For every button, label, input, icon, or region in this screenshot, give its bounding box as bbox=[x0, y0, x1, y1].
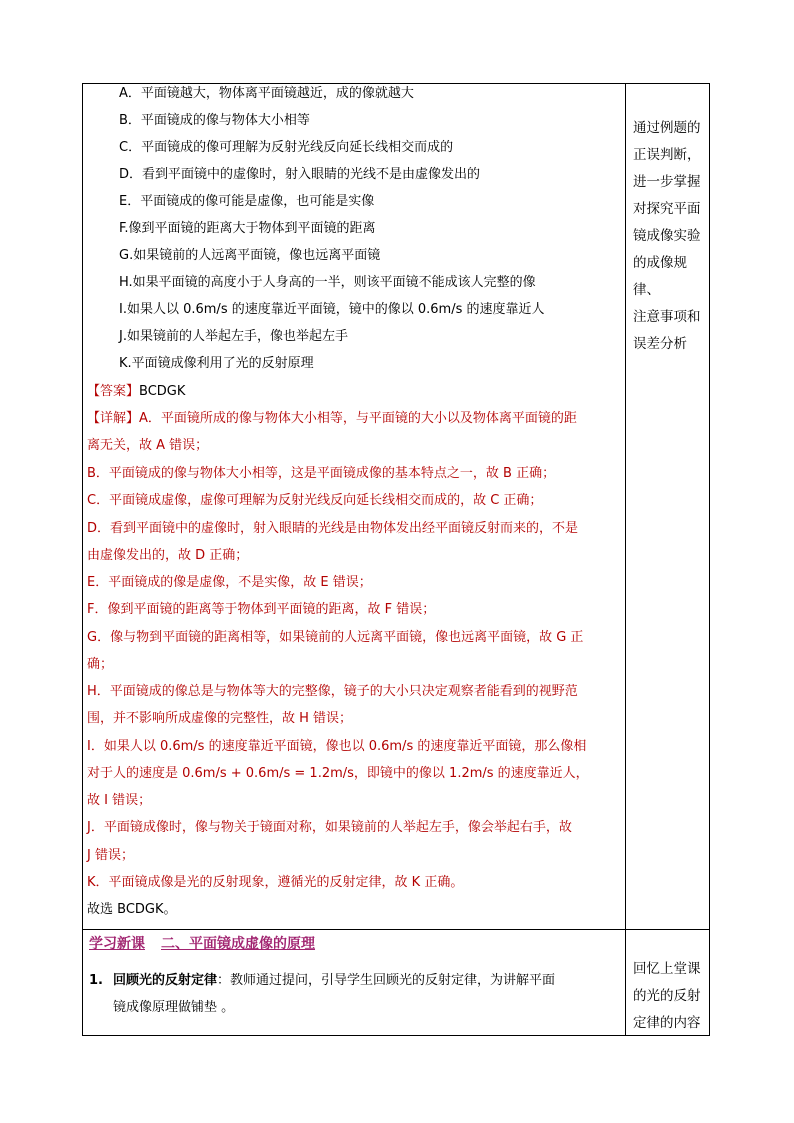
explanation-line: 围，并不影响所成虚像的完整性，故 H 错误； bbox=[87, 711, 353, 726]
explanation-line: J．平面镜成像时，像与物关于镜面对称，如果镜前的人举起左手，像会举起右手，故 bbox=[87, 820, 572, 835]
explanation-line: 确； bbox=[87, 657, 114, 672]
explanation-line: G．像与物到平面镜的距离相等，如果镜前的人远离平面镜，像也远离平面镜，故 G 正 bbox=[87, 630, 584, 645]
explanation-line: C．平面镜成虚像，虚像可理解为反射光线反向延长线相交而成的，故 C 正确； bbox=[87, 493, 543, 508]
item-number: 1. bbox=[89, 973, 103, 988]
option-j: J.如果镜前的人举起左手，像也举起左手 bbox=[119, 329, 348, 344]
explanation-line: H．平面镜成的像总是与物体等大的完整像，镜子的大小只决定观察者能看到的视野范 bbox=[87, 684, 578, 699]
section-label: 学习新课 bbox=[89, 936, 145, 952]
explanation-label: 【详解】 bbox=[87, 411, 140, 426]
option-f: F.像到平面镜的距离大于物体到平面镜的距离 bbox=[119, 221, 376, 236]
side-note-2: 回忆上堂课 的光的反射 定律的内容 bbox=[633, 961, 701, 1031]
section-title: 二、平面镜成虚像的原理 bbox=[161, 936, 315, 952]
option-i: I.如果人以 0.6m/s 的速度靠近平面镜，镜中的像以 0.6m/s 的速度靠近人 bbox=[119, 302, 545, 317]
item-title: 回顾光的反射定律 bbox=[112, 973, 217, 988]
side-note-1: 通过例题的 正误判断， 进一步掌握 对探究平面 镜成像实验 的成像规律、 注意事项和 误差分析 bbox=[633, 120, 701, 352]
answer-value: BCDGK bbox=[139, 384, 186, 399]
explanation-line: 对于人的速度是 0.6m/s + 0.6m/s = 1.2m/s，即镜中的像以 1.2m/s 的速度靠近人， bbox=[87, 766, 589, 781]
explanation-line: 由虚像发出的，故 D 正确； bbox=[87, 548, 249, 563]
option-b: B．平面镜成的像与物体大小相等 bbox=[119, 113, 310, 128]
explanation-line: 【详解】A．平面镜所成的像与物体大小相等，与平面镜的大小以及物体离平面镜的距 bbox=[87, 411, 577, 426]
option-d: D．看到平面镜中的虚像时，射入眼睛的光线不是由虚像发出的 bbox=[119, 167, 481, 182]
explanation-line: E．平面镜成的像是虚像，不是实像，故 E 错误； bbox=[87, 575, 372, 590]
explanation-line: K．平面镜成像是光的反射现象，遵循光的反射定律，故 K 正确。 bbox=[87, 875, 464, 890]
item-1 bbox=[89, 972, 555, 990]
option-c: C．平面镜成的像可理解为反射光线反向延长线相交而成的 bbox=[119, 140, 454, 155]
explanation-line: B．平面镜成的像与物体大小相等，这是平面镜成像的基本特点之一，故 B 正确； bbox=[87, 466, 556, 481]
row-divider bbox=[83, 929, 709, 930]
option-a: A．平面镜越大，物体离平面镜越近，成的像就越大 bbox=[119, 86, 414, 101]
lesson-table bbox=[82, 83, 710, 1036]
item-1-continued: 镜成像原理做铺垫 。 bbox=[113, 1000, 235, 1015]
item-text: ：教师通过提问，引导学生回顾光的反射定律，为讲解平面 bbox=[217, 973, 556, 988]
option-g: G.如果镜前的人远离平面镜，像也远离平面镜 bbox=[119, 248, 381, 263]
explanation-line: 故 I 错误； bbox=[87, 793, 152, 808]
answer-line bbox=[87, 383, 185, 401]
option-e: E．平面镜成的像可能是虚像，也可能是实像 bbox=[119, 194, 375, 209]
explanation-conclusion: 故选 BCDGK。 bbox=[87, 902, 177, 917]
column-divider bbox=[625, 84, 626, 1035]
explanation-line: D．看到平面镜中的虚像时，射入眼睛的光线是由物体发出经平面镜反射而来的，不是 bbox=[87, 521, 579, 536]
section-heading bbox=[89, 933, 315, 953]
answer-label: 【答案】 bbox=[87, 384, 140, 399]
explanation-line: I．如果人以 0.6m/s 的速度靠近平面镜，像也以 0.6m/s 的速度靠近平面镜，那么像相 bbox=[87, 739, 587, 754]
explanation-line: F．像到平面镜的距离等于物体到平面镜的距离，故 F 错误； bbox=[87, 602, 436, 617]
option-h: H.如果平面镜的高度小于人身高的一半，则该平面镜不能成该人完整的像 bbox=[119, 275, 536, 290]
explanation-line: 离无关，故 A 错误； bbox=[87, 438, 209, 453]
option-k: K.平面镜成像利用了光的反射原理 bbox=[119, 356, 314, 371]
explanation-line: J 错误； bbox=[87, 848, 134, 863]
